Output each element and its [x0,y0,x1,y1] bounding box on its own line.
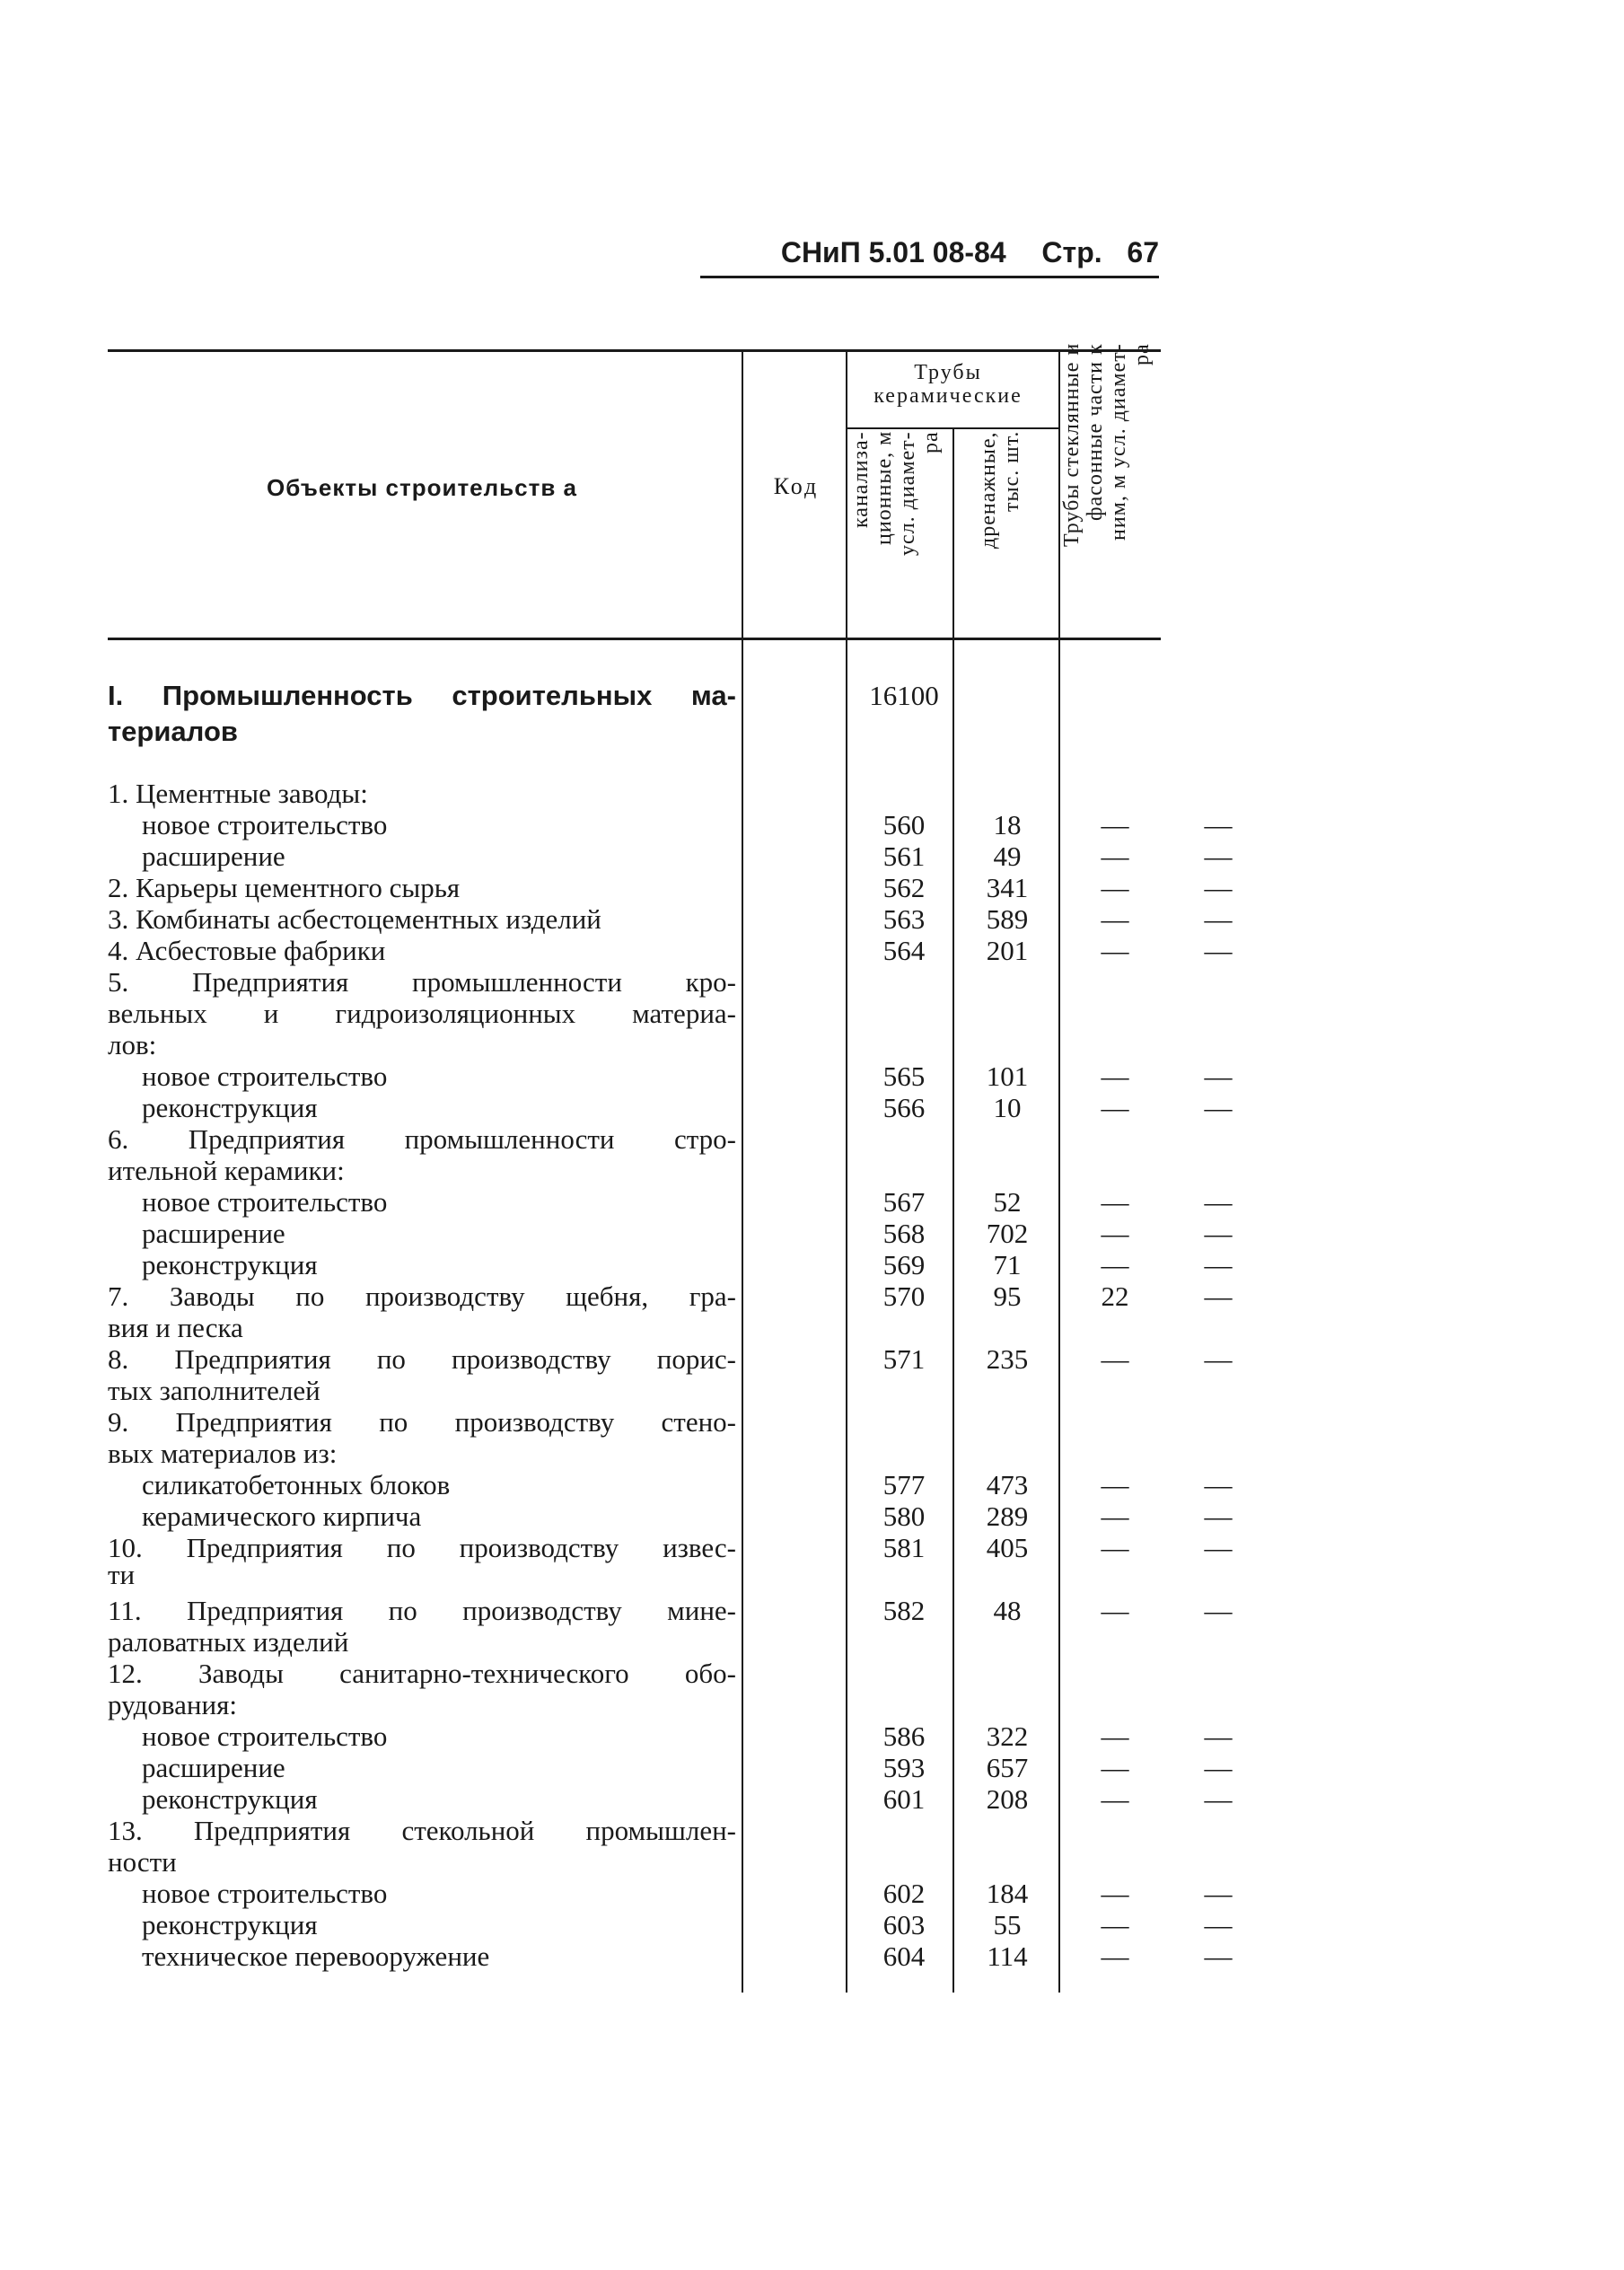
section-title-line1: I. Промышленность строительных ма- [108,680,736,711]
page-number: 67 [1127,236,1159,268]
ceramic-pipes-group-header: Трубы керамические [873,361,1023,409]
code-column-right-rule [846,349,847,1993]
code-column-header: Код [773,473,820,499]
section-code: 16100 [869,680,939,711]
sewer-column-header: канализа- ционные, м усл. диамет- ра [849,431,943,556]
glass-pipes-column-header: Трубы стеклянные и фасонные части к ним, м усл. диамет- ра [1060,343,1154,548]
header-bottom-rule [108,638,1161,640]
page-header [700,236,1159,269]
page-label: Стр. [1041,236,1102,268]
document-code: СНиП 5.01 08-84 [780,236,1006,268]
section-title-line2: териалов [108,716,238,747]
table-top-rule [108,349,1161,352]
header-rule [700,276,1159,278]
object-column-header: Объекты строительств а [266,474,578,501]
drain-column-header: дренажные, тыс. шт. [977,431,1023,549]
